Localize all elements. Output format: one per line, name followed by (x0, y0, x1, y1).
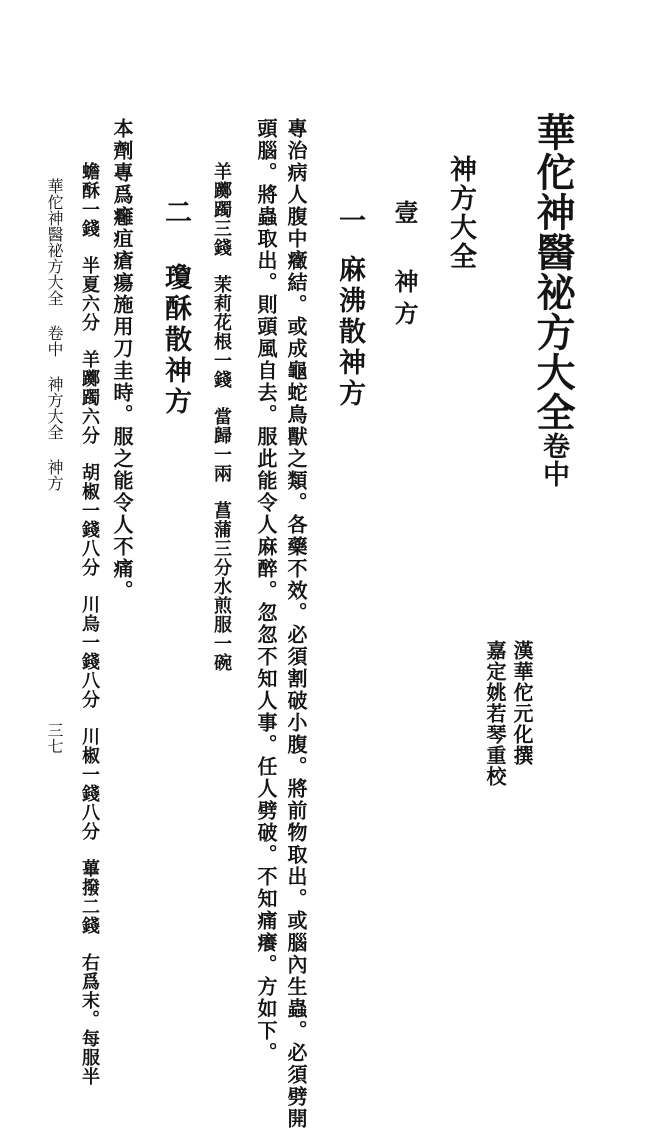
entry1-method: 水煎服一碗 (211, 577, 232, 672)
subsection-title: 壹 神方 (390, 200, 419, 333)
entry1-text-col1: 專治病人腹中癥結。或成龜蛇鳥獸之類。各藥不效。必須割破小腹。將前物取出。或腦內生蟲。必須劈開 (284, 118, 308, 1130)
ingredient (79, 859, 100, 935)
ingredient (211, 162, 232, 257)
ingredient (79, 256, 100, 332)
herb-dose: 一錢八分 (79, 501, 100, 577)
herb-dose: 一錢八分 (79, 633, 100, 709)
ingredient (79, 595, 100, 709)
ingredient (79, 162, 100, 238)
author-line: 漢華佗元化撰 (510, 640, 534, 766)
page-number: 三七 (45, 722, 64, 754)
book-title-text: 華佗神醫祕方大全 (530, 112, 576, 432)
entry2-text: 本劑專爲癰疽瘡瘍施用刀圭時。服之能令人不痛。 (110, 118, 134, 602)
herb-name: 胡椒 (79, 463, 100, 501)
herb-dose: 三錢 (211, 219, 232, 257)
herb-dose: 六分 (79, 407, 100, 445)
entry1-number: 一 (334, 206, 365, 237)
entry2-number: 二 (160, 198, 191, 229)
herb-name: 羊躑躅 (211, 162, 232, 219)
herb-name: 川烏 (79, 595, 100, 633)
entry1-heading (336, 206, 363, 410)
herb-dose: 一錢八分 (79, 765, 100, 841)
herb-name: 半夏 (79, 256, 100, 294)
ingredient (79, 350, 100, 445)
herb-name: 當歸 (211, 407, 232, 445)
herb-name: 蓽撥 (79, 859, 100, 897)
ingredient (211, 407, 232, 483)
volume-label: 卷中 (538, 432, 569, 488)
herb-name: 蟾酥 (79, 162, 100, 200)
entry2-name: 瓊酥散神方 (160, 263, 191, 418)
ingredient (211, 275, 232, 389)
ingredient (79, 463, 100, 577)
entry1-text-col2: 頭腦。將蟲取出。則頭風自去。服此能令人麻醉。忽忽不知人事。任人劈破。不知痛癢。方如下。 (254, 118, 278, 1064)
section-title: 神方大全 (445, 155, 476, 271)
entry1-name: 麻沸散神方 (334, 255, 365, 410)
ingredient (79, 727, 100, 841)
entry1-recipe (212, 162, 230, 672)
herb-dose: 一兩 (211, 445, 232, 483)
herb-dose: 一錢 (211, 351, 232, 389)
herb-name: 羊躑躅 (79, 350, 100, 407)
entry2-recipe (80, 162, 98, 1086)
herb-dose: 六分 (79, 294, 100, 332)
entry2-method: 右爲末。每服半 (79, 953, 100, 1086)
running-head: 華佗神醫祕方大全 卷中 神方大全 神方 (45, 178, 64, 491)
herb-dose: 二錢 (79, 897, 100, 935)
ingredient (211, 501, 232, 577)
herb-name: 菖蒲 (211, 501, 232, 539)
herb-name: 川椒 (79, 727, 100, 765)
herb-dose: 一錢 (79, 200, 100, 238)
herb-name: 茉莉花根 (211, 275, 232, 351)
entry2-heading (162, 198, 189, 418)
editor-line: 嘉定姚若琴重校 (483, 640, 507, 787)
herb-dose: 三分 (211, 539, 232, 577)
book-title (530, 112, 576, 488)
